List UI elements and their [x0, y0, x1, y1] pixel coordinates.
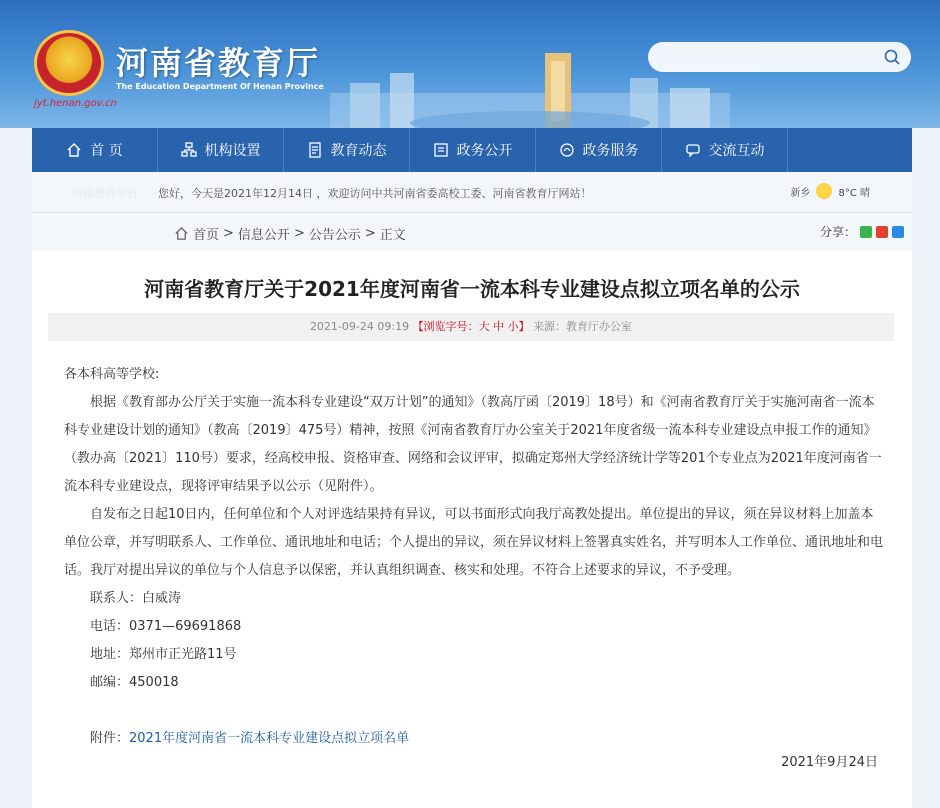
paragraph: 根据《教育部办公厅关于实施一流本科专业建设“双万计划”的通知》（教高厅函〔2019〕18号）和《河南省教育厅关于实施河南省一流本科专业建设计划的通知》（教高〔2019〕475号）精神，按照《河南省教育厅办公室关于2021年度省级一流本科专业建设点申报工作的通知》（教办高〔2021〕110号）要求，经高校申报、资格审查、网络和会议评审，拟确定郑州大学经济统计学等201个专业点为2021年度河南省一流本科专业建设点，现将评审结果予以公示（见附件）。 [64, 395, 882, 494]
breadcrumb-separator: > [293, 226, 305, 241]
site-title[interactable]: 河南省教育厅 [116, 44, 321, 82]
nav-item-interaction[interactable] [662, 128, 788, 172]
breadcrumb-bar [32, 213, 912, 251]
document-icon [433, 142, 449, 158]
breadcrumb-home[interactable]: 首页 [193, 228, 220, 243]
article-container [32, 251, 912, 808]
attachment-link[interactable]: 2021年度河南省一流本科专业建设点拟立项名单 [129, 731, 410, 746]
share-bar [820, 223, 904, 240]
weather-widget [790, 183, 870, 199]
breadcrumb [174, 224, 406, 243]
share-label: 分享： [819, 225, 856, 239]
nav-item-services[interactable] [536, 128, 662, 172]
nav-item-label: 政务服务 [582, 143, 639, 159]
contact-address: 地址：郑州市正光路11号 [90, 647, 237, 662]
nav-item-label: 机构设置 [204, 143, 261, 159]
wechat-share-icon[interactable] [860, 226, 872, 238]
contact-phone: 电话：0371—69691868 [90, 619, 242, 634]
sun-icon [816, 183, 832, 199]
contact-person: 联系人：白威涛 [90, 591, 182, 606]
qq-share-icon[interactable] [892, 226, 904, 238]
chat-icon [685, 142, 701, 158]
spacer [64, 697, 884, 725]
attachment-label: 附件： [90, 731, 130, 746]
emblem-url: jyt.henan.gov.cn [34, 98, 117, 109]
signature-date: 2021年9月24日 [781, 755, 878, 770]
nav-item-label: 交流互动 [708, 143, 765, 159]
publish-date: 2021-09-24 09:19 [309, 320, 410, 333]
article-title: 河南省教育厅关于2021年度河南省一流本科专业建设点拟立项名单的公示 [144, 277, 800, 301]
paragraph: 自发布之日起10日内，任何单位和个人对评选结果持有异议，可以书面形式向我厅高教处提出。单位提出的异议，须在异议材料上加盖本单位公章，并写明联系人、工作单位、通讯地址和电话；个人提出的异议，须在异议材料上签署真实姓名，并写明本人工作单位、通讯地址和电话。我厅对提出异议的单位与个人信息予以保密，并认真组织调查、核实和处理。不符合上述要求的异议，不予受理。 [64, 507, 884, 578]
greeting: 各本科高等学校: [64, 367, 160, 382]
welcome-faded-text: 河南教育平台 [72, 187, 138, 200]
attachment-line [64, 725, 884, 753]
nav-item-home[interactable] [32, 128, 158, 172]
nav-item-news[interactable] [284, 128, 410, 172]
font-size-small[interactable]: 小 [507, 320, 519, 333]
home-icon [66, 142, 82, 158]
contact-postcode: 邮编：450018 [90, 675, 179, 690]
article-source: 来源：教育厅办公室 [533, 320, 633, 333]
national-emblem-logo [34, 30, 104, 96]
site-subtitle: The Education Department Of Henan Province [116, 82, 324, 91]
font-size-large[interactable]: 大 [478, 320, 490, 333]
breadcrumb-info-public[interactable]: 信息公开 [237, 228, 290, 243]
breadcrumb-separator: > [364, 226, 376, 241]
service-icon [559, 142, 575, 158]
breadcrumb-notices[interactable]: 公告公示 [308, 228, 361, 243]
nav-item-label: 政务公开 [456, 143, 513, 159]
welcome-bar [32, 172, 912, 213]
nav-item-gov-affairs[interactable] [410, 128, 536, 172]
font-size-suffix: 】 [518, 320, 530, 333]
font-size-medium[interactable]: 中 [493, 320, 505, 333]
welcome-message: 您好，今天是2021年12月14日 ，欢迎访问中共河南省委高校工委、河南省教育厅网站！ [158, 187, 592, 200]
breadcrumb-current: 正文 [379, 228, 406, 243]
org-icon [181, 142, 197, 158]
search-input[interactable] [648, 42, 911, 72]
breadcrumb-separator: > [223, 226, 234, 241]
news-icon [307, 142, 323, 158]
article-body [64, 361, 884, 753]
weather-city: 新乡 [790, 187, 811, 199]
nav-item-org[interactable] [158, 128, 284, 172]
weather-temp: 8°C 晴 [838, 187, 870, 199]
site-header [0, 0, 940, 128]
nav-item-label: 教育动态 [330, 143, 387, 159]
article-meta [48, 313, 894, 341]
home-icon[interactable] [174, 226, 189, 241]
search-icon[interactable] [883, 48, 901, 66]
nav-item-label: 首 页 [90, 143, 123, 159]
main-nav [32, 128, 912, 172]
font-size-prefix: 【浏览字号： [412, 320, 479, 333]
weibo-share-icon[interactable] [876, 226, 888, 238]
